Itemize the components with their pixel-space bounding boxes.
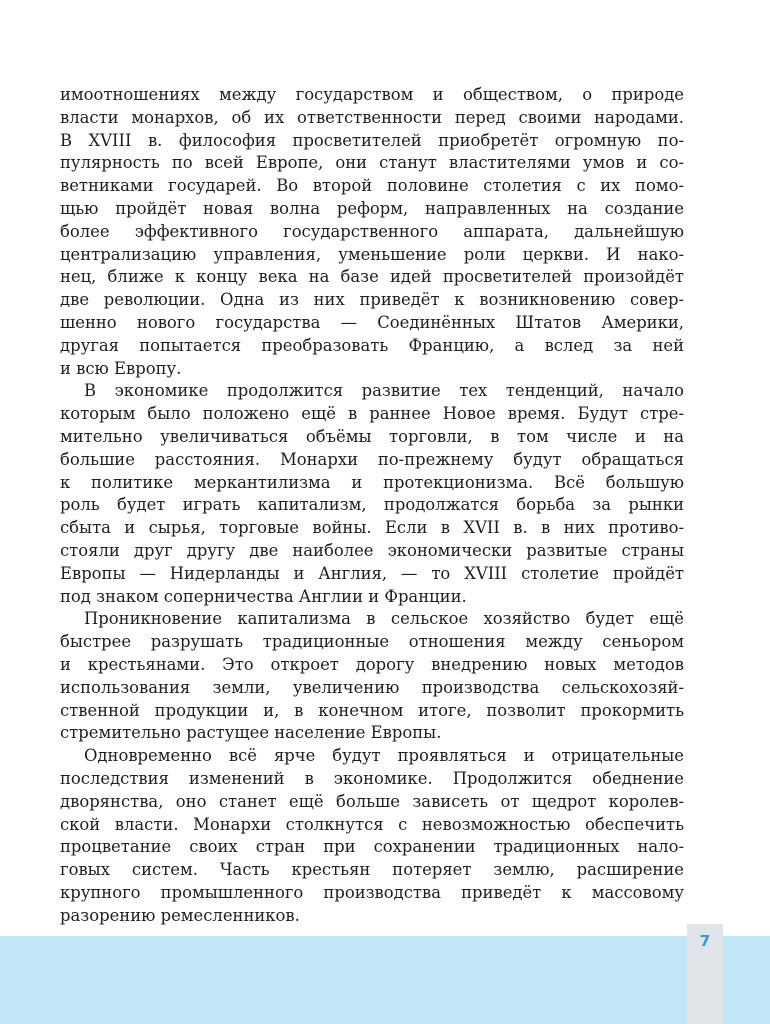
text-line: стояли друг другу две наиболее экономически развитые страны	[60, 540, 684, 560]
text-line: процветание своих стран при сохранении традиционных нало-	[60, 837, 684, 857]
text-line: более эффективного государственного аппарата, дальнейшую	[60, 221, 684, 241]
text-line: имоотношениях между государством и обществом, о природе	[60, 85, 684, 104]
text-line: В экономике продолжится развитие тех тенденций, начало	[84, 381, 684, 401]
text-line: под знаком соперничества Англии и Франции.	[60, 586, 467, 606]
text-line: нец, ближе к концу века на базе идей просветителей произойдёт	[60, 267, 684, 287]
text-line: сбыта и сырья, торговые войны. Если в XVII в. в них противо-	[60, 518, 684, 538]
text-line: крупного промышленного производства приведёт к массовому	[60, 882, 684, 902]
text-line: две революции. Одна из них приведёт к возникновению совер-	[60, 290, 684, 310]
text-line: Одновременно всё ярче будут проявляться и отрицательные	[84, 746, 684, 766]
paragraph-4	[60, 745, 684, 927]
text-line: другая попытается преобразовать Францию, а вслед за ней	[60, 335, 684, 355]
text-line: дворянства, оно станет ещё больше зависеть от щедрот королев-	[60, 791, 684, 811]
text-line: пулярность по всей Европе, они станут властителями умов и со-	[60, 153, 684, 173]
body-text	[60, 84, 684, 927]
text-line: роль будет играть капитализм, продолжатся борьба за рынки	[60, 495, 684, 515]
text-line: ветниками государей. Во второй половине столетия с их помо-	[60, 176, 684, 196]
text-line: Проникновение капитализма в сельское хозяйство будет ещё	[84, 609, 684, 629]
text-line: использования земли, увеличению производства сельскохозяй-	[60, 677, 684, 697]
text-line: Европы — Нидерланды и Англия, — то XVIII столетие пройдёт	[60, 563, 684, 583]
text-line: которым было положено ещё в раннее Новое время. Будут стре-	[60, 404, 684, 424]
text-line: власти монархов, об их ответственности перед своими народами.	[60, 107, 684, 127]
footer-band	[0, 936, 770, 1024]
text-line: ской власти. Монархи столкнутся с невозможностью обеспечить	[60, 814, 684, 834]
text-line: мительно увеличиваться объёмы торговли, в том числе и на	[60, 426, 684, 446]
text-line: большие расстояния. Монархи по-прежнему будут обращаться	[60, 449, 684, 469]
paragraph-1	[60, 84, 684, 380]
page-number: 7	[699, 932, 711, 950]
text-line: последствия изменений в экономике. Продолжится обеднение	[60, 768, 684, 788]
text-line: В XVIII в. философия просветителей приобретёт огромную по-	[60, 130, 684, 150]
text-line: шенно нового государства — Соединённых Штатов Америки,	[60, 312, 684, 332]
paragraph-3	[60, 608, 684, 745]
text-line: и всю Европу.	[60, 358, 182, 378]
text-line: быстрее разрушать традиционные отношения между сеньором	[60, 632, 684, 652]
text-line: централизацию управления, уменьшение роли церкви. И нако-	[60, 244, 684, 264]
paragraph-2	[60, 380, 684, 608]
text-line: к политике меркантилизма и протекционизма. Всё большую	[60, 472, 684, 492]
text-line: стремительно растущее население Европы.	[60, 723, 442, 743]
text-line: щью пройдёт новая волна реформ, направленных на создание	[60, 198, 684, 218]
text-line: говых систем. Часть крестьян потеряет землю, расширение	[60, 860, 684, 880]
text-line: и крестьянами. Это откроет дорогу внедрению новых методов	[60, 654, 684, 674]
text-line: ственной продукции и, в конечном итоге, позволит прокормить	[60, 700, 684, 720]
text-line: разорению ремесленников.	[60, 905, 300, 925]
